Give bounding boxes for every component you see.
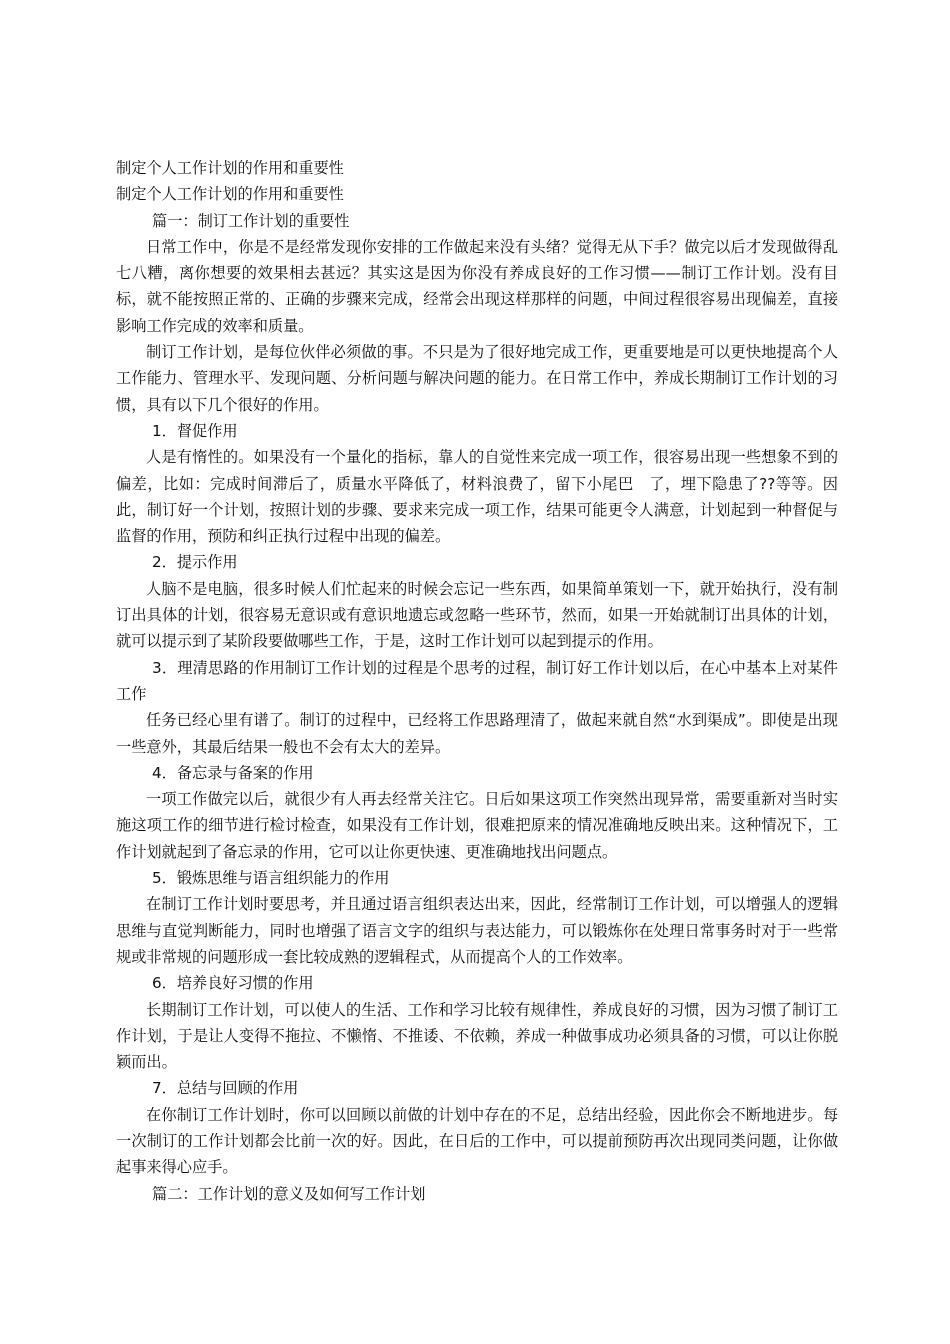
item-1-heading: 1．督促作用	[152, 421, 238, 440]
item-5-heading: 5．锻炼思维与语言组织能力的作用	[152, 869, 390, 888]
item-6-body: 长期制订工作计划，可以使人的生活、工作和学习比较有规律性，养成良好的习惯，因为习惯了制订工作计划，于是让人变得不拖拉、不懒惰、不推诿、不依赖，养成一种做事成功必须具备的习惯，可以让你脱颖而出。	[116, 1000, 838, 1072]
document-subtitle: 制定个人工作计划的作用和重要性	[116, 185, 344, 204]
item-3-body: 任务已经心里有谱了。制订的过程中，已经将工作思路理清了，做起来就自然“水到渠成”。即使是出现一些意外，其最后结果一般也不会有太大的差异。	[116, 711, 838, 756]
intro-paragraph-2: 制订工作计划，是每位伙伴必须做的事。不只是为了很好地完成工作，更重要地是可以更快地提高个人工作能力、管理水平、发现问题、分析问题与解决问题的能力。在日常工作中，养成长期制订工作计划的习惯，具有以下几个很好的作用。	[116, 343, 838, 414]
item-1-body: 人是有惰性的。如果没有一个量化的指标，靠人的自觉性来完成一项工作，很容易出现一些想象不到的偏差，比如：完成时间滞后了，质量水平降低了，材料浪费了，留下小尾巴 了，埋下隐患了??等等。因此，制订好一个计划，按照计划的步骤、要求来完成一项工作，结果可能更令人满意，计划起到一种督促与监督的作用，预防和纠正执行过程中出现的偏差。	[116, 448, 838, 546]
item-5-body: 在制订工作计划时要思考，并且通过语言组织表达出来，因此，经常制订工作计划，可以增强人的逻辑思维与直觉判断能力，同时也增强了语言文字的组织与表达能力，可以锻炼你在处理日常事务时对于一些常规或非常规的问题形成一套比较成熟的逻辑程式，从而提高个人的工作效率。	[116, 895, 838, 966]
item-2-body: 人脑不是电脑，很多时候人们忙起来的时候会忘记一些东西，如果简单策划一下，就开始执行，没有制订出具体的计划，很容易无意识或有意识地遗忘或忽略一些环节，然而，如果一开始就制订出具体的计划，就可以提示到了某阶段要做哪些工作，于是，这时工作计划可以起到提示的作用。	[116, 579, 838, 651]
document-title: 制定个人工作计划的作用和重要性	[116, 159, 344, 177]
section-2-heading: 篇二：工作计划的意义及如何写工作计划	[152, 1184, 426, 1203]
item-2-heading: 2．提示作用	[152, 553, 238, 572]
intro-paragraph-1: 日常工作中，你是不是经常发现你安排的工作做起来没有头绪？觉得无从下手？做完以后才发现做得乱七八糟，离你想要的效果相去甚远？其实这是因为你没有养成良好的工作习惯——制订工作计划。没有目标，就不能按照正常的、正确的步骤来完成，经常会出现这样那样的问题，中间过程很容易出现偏差，直接影响工作完成的效率和质量。	[116, 237, 838, 335]
item-6-heading: 6．培养良好习惯的作用	[152, 974, 314, 993]
item-7-heading: 7．总结与回顾的作用	[152, 1079, 299, 1098]
document-body	[116, 155, 838, 1207]
item-3-heading: 3．理清思路的作用制订工作计划的过程是个思考的过程，制订好工作计划以后，在心中基本上对某件工作	[116, 658, 838, 703]
section-1-heading: 篇一：制订工作计划的重要性	[152, 211, 350, 230]
item-4-body: 一项工作做完以后，就很少有人再去经常关注它。日后如果这项工作突然出现异常，需要重新对当时实施这项工作的细节进行检讨检查，如果没有工作计划，很难把原来的情况准确地反映出来。这种情况下，工作计划就起到了备忘录的作用，它可以让你更快速、更准确地找出问题点。	[116, 790, 838, 861]
item-7-body: 在你制订工作计划时，你可以回顾以前做的计划中存在的不足，总结出经验，因此你会不断地进步。每一次制订的工作计划都会比前一次的好。因此，在日后的工作中，可以提前预防再次出现同类问题，让你做起事来得心应手。	[116, 1105, 838, 1177]
item-4-heading: 4．备忘录与备案的作用	[152, 763, 314, 782]
